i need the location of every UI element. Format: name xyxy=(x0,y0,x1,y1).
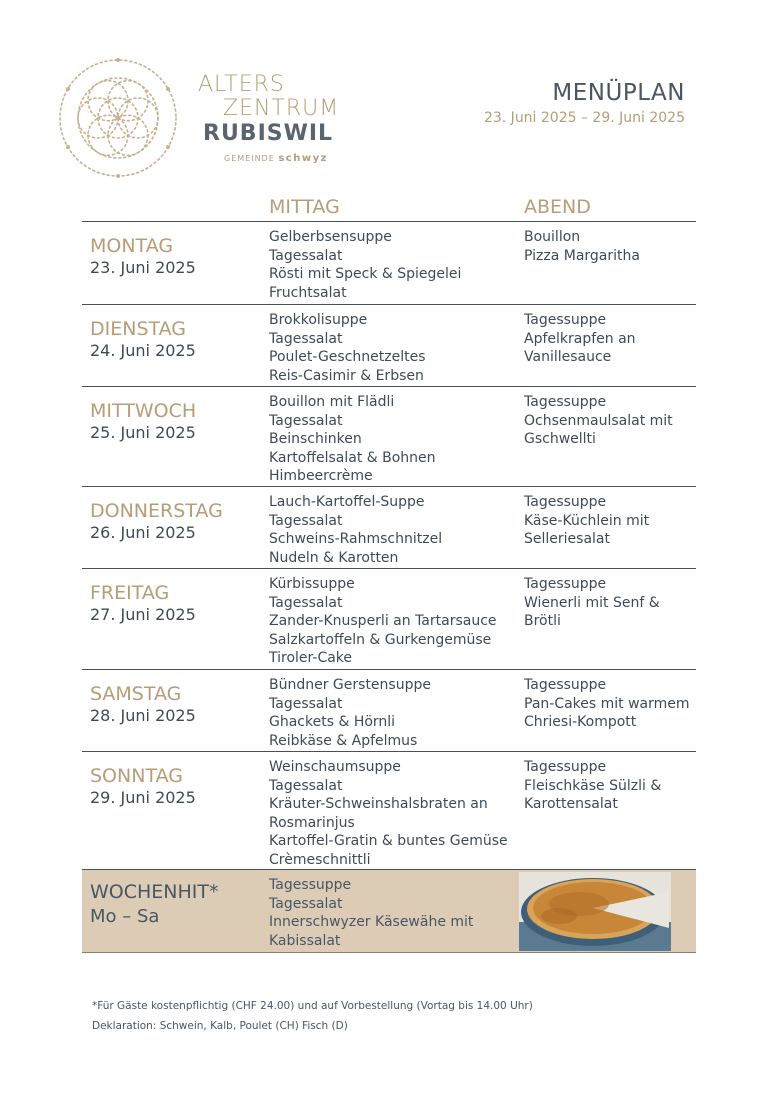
wochenhit-item: Innerschwyzer Käsewähe mit xyxy=(269,914,474,930)
brand-schwyz: schwyz xyxy=(278,153,328,164)
mittag-menu xyxy=(269,228,461,302)
menu-item: Himbeercrème xyxy=(269,468,373,484)
menu-item: Selleriesalat xyxy=(524,531,610,547)
day-row xyxy=(82,222,696,305)
menu-item: Bündner Gerstensuppe xyxy=(269,677,431,693)
wochenhit-days: Mo – Sa xyxy=(90,906,160,927)
menu-item: Tagessalat xyxy=(269,695,343,712)
day-name: SONNTAG xyxy=(90,765,183,787)
column-header-mittag: MITTAG xyxy=(269,196,340,218)
menu-item: Bouillon xyxy=(524,229,581,245)
menu-item: Schweins-Rahmschnitzel xyxy=(269,531,443,547)
day-name: DIENSTAG xyxy=(90,318,187,340)
menu-item: Kartoffelsalat & Bohnen xyxy=(269,449,436,466)
day-name: SAMSTAG xyxy=(90,683,182,705)
menu-item: Kürbissuppe xyxy=(269,576,355,592)
menu-item: Tiroler-Cake xyxy=(269,650,353,666)
menu-item: Crèmeschnittli xyxy=(269,851,371,868)
footer-declaration: Deklaration: Schwein, Kalb, Poulet (CH) Fisch (D) xyxy=(92,1020,348,1032)
menu-item: Karottensalat xyxy=(524,796,618,812)
menu-item: Tagessalat xyxy=(269,412,343,429)
brand-wordmark xyxy=(198,74,339,164)
menu-item: Chriesi-Kompott xyxy=(524,714,637,730)
menu-item: Vanillesauce xyxy=(524,349,612,365)
abend-menu xyxy=(524,393,673,449)
brand-line-4 xyxy=(224,154,339,164)
menu-item: Apfelkrapfen an xyxy=(524,330,636,347)
kaesewaehe-photo xyxy=(519,872,671,951)
menu-item: Kräuter-Schweinshalsbraten an xyxy=(269,796,488,812)
day-date: 26. Juni 2025 xyxy=(90,523,196,542)
day-date: 25. Juni 2025 xyxy=(90,423,196,442)
brand-gemeinde: GEMEINDE xyxy=(224,154,275,163)
mittag-menu xyxy=(269,676,431,750)
day-name: FREITAG xyxy=(90,582,170,604)
column-header-abend: ABEND xyxy=(524,196,591,218)
menu-item: Tagessalat xyxy=(269,330,343,347)
brand-line-2: ZENTRUM xyxy=(223,96,340,121)
menu-item: Pan-Cakes mit warmem xyxy=(524,695,690,712)
mittag-menu xyxy=(269,311,426,385)
menu-item: Tagessuppe xyxy=(524,394,607,410)
day-row xyxy=(82,305,696,387)
menu-item: Pizza Margaritha xyxy=(524,247,640,264)
menu-item: Salzkartoffeln & Gurkengemüse xyxy=(269,631,492,648)
menu-item: Weinschaumsuppe xyxy=(269,759,401,775)
mittag-menu xyxy=(269,575,497,668)
footer xyxy=(92,996,533,1036)
abend-menu xyxy=(524,758,661,814)
menu-item: Tagessuppe xyxy=(524,576,607,592)
menu-item: Wienerli mit Senf & xyxy=(524,594,660,611)
day-name: MONTAG xyxy=(90,235,174,257)
day-date: 28. Juni 2025 xyxy=(90,706,196,725)
abend-menu xyxy=(524,676,690,732)
day-date: 23. Juni 2025 xyxy=(90,258,196,277)
day-date: 24. Juni 2025 xyxy=(90,341,196,360)
wochenhit-item: Kabissalat xyxy=(269,932,341,949)
footer-note: *Für Gäste kostenpflichtig (CHF 24.00) und auf Vorbestellung (Vortag bis 14.00 Uhr) xyxy=(92,1000,533,1012)
menu-item: Tagessuppe xyxy=(524,759,607,775)
menu-item: Tagessalat xyxy=(269,247,343,264)
day-date: 29. Juni 2025 xyxy=(90,788,196,807)
day-row xyxy=(82,387,696,487)
menu-item: Ghackets & Hörnli xyxy=(269,714,396,730)
menu-item: Bouillon mit Flädli xyxy=(269,394,395,410)
day-name: DONNERSTAG xyxy=(90,500,223,522)
menu-item: Tagessalat xyxy=(269,594,343,611)
flower-of-life-logo xyxy=(52,52,184,184)
abend-menu xyxy=(524,575,660,631)
menu-item: Beinschinken xyxy=(269,431,362,447)
menu-item: Tagessalat xyxy=(269,512,343,529)
day-name: MITTWOCH xyxy=(90,400,197,422)
abend-menu xyxy=(524,493,649,549)
menu-item: Ochsenmaulsalat mit xyxy=(524,412,673,429)
wochenhit-items xyxy=(269,876,473,950)
wochenhit-title: WOCHENHIT* xyxy=(90,881,219,903)
menu-item: Fruchtsalat xyxy=(269,284,347,301)
abend-menu xyxy=(524,228,640,265)
day-row xyxy=(82,670,696,752)
menu-item: Rösti mit Speck & Spiegelei xyxy=(269,266,462,282)
menu-item: Tagessuppe xyxy=(524,677,607,693)
menu-item: Poulet-Geschnetzeltes xyxy=(269,349,426,365)
menu-item: Käse-Küchlein mit xyxy=(524,512,650,529)
menu-item: Kartoffel-Gratin & buntes Gemüse xyxy=(269,833,508,849)
menu-item: Gschwellti xyxy=(524,431,596,447)
menu-item: Gelberbsensuppe xyxy=(269,229,392,245)
menu-item: Tagessuppe xyxy=(524,494,607,510)
day-row xyxy=(82,752,696,870)
menu-item: Zander-Knusperli an Tartarsauce xyxy=(269,613,497,629)
mittag-menu xyxy=(269,493,442,567)
abend-menu xyxy=(524,311,636,367)
menu-item: Tagessalat xyxy=(269,777,343,794)
menu-item: Lauch-Kartoffel-Suppe xyxy=(269,494,425,510)
menu-item: Reis-Casimir & Erbsen xyxy=(269,367,424,384)
menu-item: Rosmarinjus xyxy=(269,814,355,831)
wochenhit-item: Tagessalat xyxy=(269,895,343,912)
menu-header xyxy=(484,80,685,126)
menu-item: Reibkäse & Apfelmus xyxy=(269,732,418,749)
menu-item: Brötli xyxy=(524,613,561,629)
mittag-menu xyxy=(269,758,508,869)
day-date: 27. Juni 2025 xyxy=(90,605,196,624)
wochenhit-item: Tagessuppe xyxy=(269,877,352,893)
page-title: MENÜPLAN xyxy=(552,80,685,106)
day-row xyxy=(82,569,696,670)
menu-item: Nudeln & Karotten xyxy=(269,549,399,566)
brand-line-1: ALTERS xyxy=(198,72,285,97)
mittag-menu xyxy=(269,393,436,486)
date-range: 23. Juni 2025 – 29. Juni 2025 xyxy=(483,110,685,126)
day-row xyxy=(82,487,696,569)
brand-line-3: RUBISWIL xyxy=(203,121,334,146)
menu-item: Fleischkäse Sülzli & xyxy=(524,777,662,794)
wochenhit-row xyxy=(82,870,696,953)
menu-item: Brokkolisuppe xyxy=(269,312,368,328)
menu-item: Tagessuppe xyxy=(524,312,607,328)
